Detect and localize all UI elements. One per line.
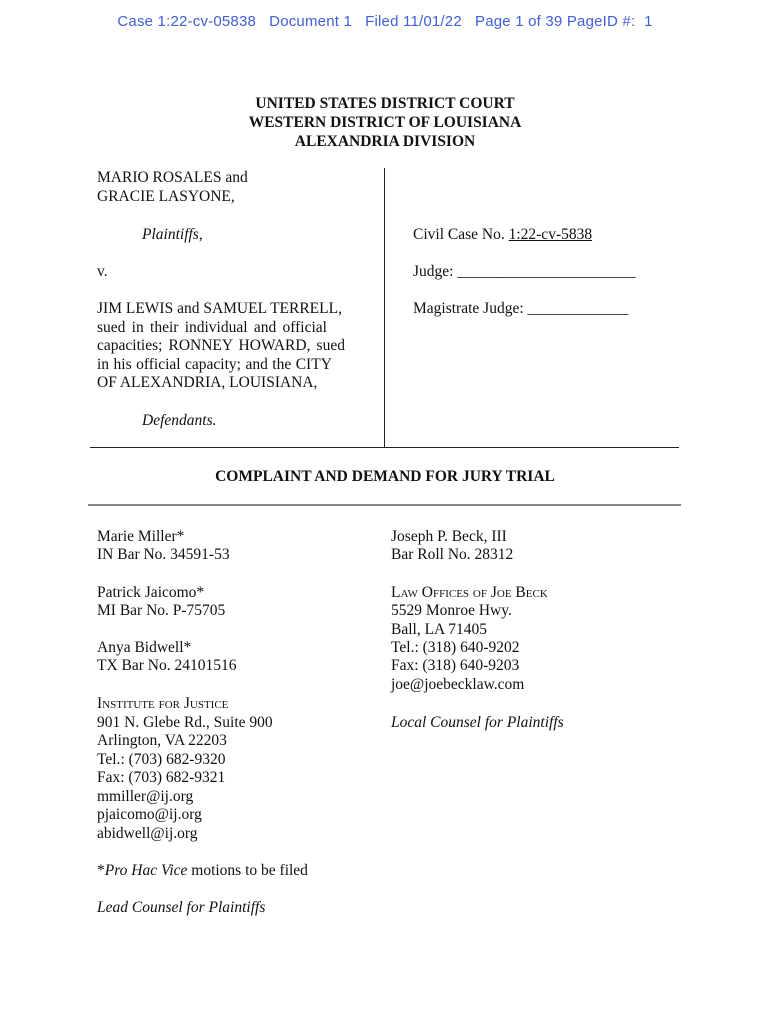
caption-divider-horizontal xyxy=(90,447,679,448)
judge-label: Judge: xyxy=(413,263,458,280)
pro-hac-star: * xyxy=(97,862,105,879)
local-firm-fax: Fax: (318) 640-9203 xyxy=(391,657,520,674)
plaintiffs-name-line2: GRACIE LASYONE, xyxy=(97,188,235,205)
judge-blank: _______________________ xyxy=(457,263,636,280)
defendants-name-line4: in his official capacity; and the CITY xyxy=(97,356,332,373)
court-name: UNITED STATES DISTRICT COURT xyxy=(255,95,515,112)
magistrate-label: Magistrate Judge: xyxy=(413,300,528,317)
lead-firm-address2: Arlington, VA 22203 xyxy=(97,732,227,749)
local-attorney-bar-number: Bar Roll No. 28312 xyxy=(391,546,514,563)
court-division: ALEXANDRIA DIVISION xyxy=(294,133,476,150)
title-divider xyxy=(88,504,681,506)
defendants-name-line5: OF ALEXANDRIA, LOUISIANA, xyxy=(97,374,318,391)
defendants-name-line2: sued in their individual and official xyxy=(97,319,327,336)
caption-divider-vertical xyxy=(384,168,385,447)
magistrate-blank: _____________ xyxy=(527,300,629,317)
civil-case-number xyxy=(413,226,592,245)
plaintiffs-name-line1: MARIO ROSALES and xyxy=(97,169,248,186)
attorney-email[interactable]: abidwell@ij.org xyxy=(97,825,198,842)
local-firm-name: Law Offices of Joe Beck xyxy=(391,584,548,601)
lead-firm-name: Institute for Justice xyxy=(97,695,229,712)
attorney-bar-number: IN Bar No. 34591-53 xyxy=(97,546,230,563)
attorney-bar-number: TX Bar No. 24101516 xyxy=(97,657,237,674)
local-firm-tel: Tel.: (318) 640-9202 xyxy=(391,639,520,656)
pro-hac-vice-rest: motions to be filed xyxy=(187,862,308,879)
attorney-email[interactable]: mmiller@ij.org xyxy=(97,788,194,805)
lead-counsel-role: Lead Counsel for Plaintiffs xyxy=(97,899,266,916)
document-title: COMPLAINT AND DEMAND FOR JURY TRIAL xyxy=(215,468,555,485)
attorney-name: Marie Miller* xyxy=(97,528,185,545)
plaintiffs-role-comma: , xyxy=(198,226,203,243)
judge-line xyxy=(413,263,636,282)
defendants-name-line3: capacities; RONNEY HOWARD, sued xyxy=(97,337,345,354)
magistrate-judge-line xyxy=(413,300,628,319)
pro-hac-vice-note xyxy=(97,862,308,881)
pro-hac-vice-italic: Pro Hac Vice xyxy=(104,862,188,879)
attorney-bar-number: MI Bar No. P-75705 xyxy=(97,602,226,619)
court-district: WESTERN DISTRICT OF LOUISIANA xyxy=(248,114,522,131)
local-firm-address2: Ball, LA 71405 xyxy=(391,621,488,638)
defendants-role: Defendants. xyxy=(142,412,217,429)
court-heading xyxy=(0,94,770,151)
attorney-name: Anya Bidwell* xyxy=(97,639,192,656)
lead-firm-fax: Fax: (703) 682-9321 xyxy=(97,769,226,786)
local-attorney-email[interactable]: joe@joebecklaw.com xyxy=(391,676,525,693)
versus: v. xyxy=(97,263,108,280)
defendants-name-line1: JIM LEWIS and SAMUEL TERRELL, xyxy=(97,300,342,317)
lead-firm-tel: Tel.: (703) 682-9320 xyxy=(97,751,226,768)
plaintiffs-role xyxy=(142,226,203,245)
local-attorney-name: Joseph P. Beck, III xyxy=(391,528,507,545)
attorney-name: Patrick Jaicomo* xyxy=(97,584,205,601)
case-header-stamp: Case 1:22-cv-05838 Document 1 Filed 11/01/22 Page 1 of 39 PageID #: 1 xyxy=(117,13,653,30)
civil-case-value: 1:22-cv-5838 xyxy=(508,226,593,243)
local-counsel-role: Local Counsel for Plaintiffs xyxy=(391,714,564,731)
plaintiffs-role-label: Plaintiffs xyxy=(142,226,199,243)
local-firm-address1: 5529 Monroe Hwy. xyxy=(391,602,512,619)
civil-case-label: Civil Case No. xyxy=(413,226,509,243)
attorney-email[interactable]: pjaicomo@ij.org xyxy=(97,806,202,823)
lead-firm-address1: 901 N. Glebe Rd., Suite 900 xyxy=(97,714,273,731)
